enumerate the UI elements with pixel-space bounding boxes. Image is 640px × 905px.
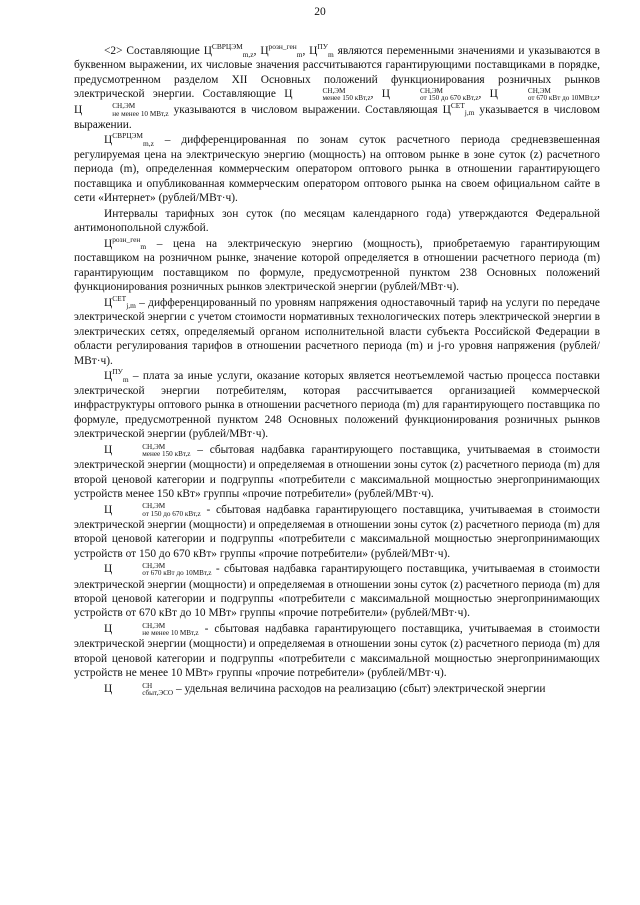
formula-symbol: $Ц^{СЕТ}_{j,m}$ xyxy=(442,100,475,118)
formula-symbol: $Ц^{ПУ}_m$ xyxy=(309,42,334,59)
paragraph-text: являются переменными значениями и указываются в буквенном выражении, их числовые значения рассчитываются гарантирующими поставщиками в порядке, предусмотренном разделом XII Основных положений функционирования розничных рынков электрической энергии. Составляющие xyxy=(74,45,600,101)
definition-rozn-gen xyxy=(74,234,600,295)
definition-svrcem xyxy=(74,133,600,205)
paragraph-tariff-zones: Интервалы тарифных зон суток (по месяцам календарного года) утверждаются Федеральной антимонопольной службой. xyxy=(74,207,600,235)
formula-symbol: $Ц^{розн\_ген}_m$ xyxy=(260,42,303,59)
formula-symbol: Ц СН,ЭМ менее 150 кВт,z xyxy=(284,87,371,103)
formula-symbol: $Ц^{СЕТ}_{j,m}$ xyxy=(104,293,136,311)
definition-sn-under-150 xyxy=(74,443,600,502)
formula-symbol: Ц СН,ЭМ не менее 10 МВт,z xyxy=(74,102,169,118)
formula-symbol: $Ц^{СВРЦЭМ}_{m,z}$ xyxy=(203,42,254,59)
paragraph-text: <2> Составляющие xyxy=(104,45,204,57)
formula-symbol: $Ц^{СВРЦЭМ}_{m,z}$ xyxy=(104,131,154,148)
formula-symbol: $Ц^{ПУ}_m$ xyxy=(104,367,129,384)
formula-symbol: Ц СН,ЭМ от 670 кВт до 10МВт,z xyxy=(489,87,598,103)
definition-text: – цена на электрическую энергию (мощность), приобретаемую гарантирующим поставщиком на розничном рынке, значение которой определяется в отношении расчетного периода (m) гарантирующим поставщиком по формуле, предусмотренной пунктом 238 Основных положений функционирования розничных рынков электрической энергии (рублей/МВт·ч). xyxy=(74,237,600,294)
paragraph-note-2: <2> Составляющие $Ц^{СВРЦЭМ}_{m,z}$, $Ц^{розн\_ген}_m$, $Ц^{ПУ}_m$ являются переменными значениями и указываются в буквенном выражении, их числовые значения рассчитываются гарантирующими поставщиками в порядке, предусмотренном разделом XII Основных положений функционирования розничных рынков электрической энергии. Составляющие Ц СН,ЭМ менее 150 кВт,z , Ц СН,ЭМ от 150 до 670 кВт,z , Ц СН,ЭМ от 670 кВт до 10МВт,z , Ц СН,ЭМ не менее 10 МВт,z указываются в числовом выражении. Составляющая $Ц^{СЕТ}_{j,m}$ указывается в числовом выражении. xyxy=(74,42,601,131)
formula-symbol: Ц СН,ЭМ от 150 до 670 кВт,z xyxy=(104,502,201,518)
definition-sn-670-10mw xyxy=(74,562,600,621)
definition-text: – дифференцированная по зонам суток расчетного периода средневзвешенная регулируемая цена на электрическую энергию (мощность) на оптовом рынке в зоне суток (z) расчетного периода (m), определенная коммерческим оператором оптового рынка в отношении гарантирующего поставщика и опубликованная коммерческим оператором оптового рынка на своем официальном сайте в сети «Интернет» (рублей/МВт·ч). xyxy=(74,134,600,205)
definition-pu xyxy=(74,369,600,441)
definition-set xyxy=(74,293,600,368)
formula-symbol: Ц СН,ЭМ не менее 10 МВт,z xyxy=(104,621,199,638)
definition-text: – плата за иные услуги, оказание которых является неотъемлемой частью процесса поставки электрической энергии потребителям, которая рассчитывается организацией коммерческой инфраструктуры оптового рынка в отношении расчетного периода (m) для гарантирующего поставщика по формуле, предусмотренной пунктом 248 Основных положений функционирования розничных рынков электрической энергии (рублей/МВт·ч). xyxy=(74,370,600,441)
definition-text: – удельная величина расходов на реализацию (сбыт) электрической энергии xyxy=(173,682,546,695)
formula-symbol: $Ц^{розн\_ген}_m$ xyxy=(104,234,147,252)
page-number: 20 xyxy=(314,6,326,18)
formula-symbol: Ц СН,ЭМ менее 150 кВт,z xyxy=(104,442,191,458)
definition-text: - сбытовая надбавка гарантирующего поставщика, учитываемая в стоимости электрической энергии (мощности) и определяемая в отношении зоны суток (z) расчетного периода (m) для второй ценовой категории и подгруппы «потребители с максимальной мощностью энергопринимающих устройств от 670 кВт до 10 МВт» группы «прочие потребители» (рублей/МВт·ч). xyxy=(74,563,600,620)
definition-text: - сбытовая надбавка гарантирующего поставщика, учитываемая в стоимости электрической энергии (мощности) и определяемая в отношении зоны суток (z) расчетного периода (m) для второй ценовой категории и подгруппы «потребители с максимальной мощностью энергопринимающих устройств от 150 до 670 кВт» группы «прочие потребители» (рублей/МВт·ч). xyxy=(74,503,600,560)
definition-sn-150-670 xyxy=(74,503,600,562)
paragraph-text: указывается в числовом выражении. xyxy=(74,103,601,131)
formula-symbol: Ц СН,ЭМ от 670 кВт до 10МВт,z xyxy=(104,562,212,578)
definition-text: - сбытовая надбавка гарантирующего поставщика, учитываемая в стоимости электрической энергии (мощности) и определяемая в отношении зоны суток (z) расчетного периода (m) для второй ценовой категории и подгруппы «потребители с максимальной мощностью энергопринимающих устройств не менее 10 МВт» группы «прочие потребители» (рублей/МВт·ч). xyxy=(74,623,600,680)
formula-symbol: Ц СН сбыт,ЭСО xyxy=(104,681,174,697)
definition-sn-sbyt-eso xyxy=(74,682,600,697)
definition-text: – дифференцированный по уровням напряжения одноставочный тариф на услуги по передаче электрической энергии с учетом стоимости нормативных технологических потерь электрической энергии в электрических сетях, определяемый органом исполнительной власти субъекта Российской Федерации в области регулирования тарифов в отношении расчетного периода (m) и j-го уровня напряжения (рублей/МВт·ч). xyxy=(74,296,600,367)
definition-text: – сбытовая надбавка гарантирующего поставщика, учитываемая в стоимости электрической энергии (мощности) и определяемая в отношении зоны суток (z) расчетного периода (m) для второй ценовой категории и подгруппы «потребители с максимальной мощностью энергопринимающих устройств менее 150 кВт» группы «прочие потребители» (рублей/МВт·ч). xyxy=(74,443,600,500)
document-body xyxy=(74,44,600,697)
paragraph-text: указываются в числовом выражении. Составляющая xyxy=(168,103,443,116)
definition-sn-over-10mw xyxy=(74,622,600,681)
formula-symbol: Ц СН,ЭМ от 150 до 670 кВт,z xyxy=(381,87,479,103)
